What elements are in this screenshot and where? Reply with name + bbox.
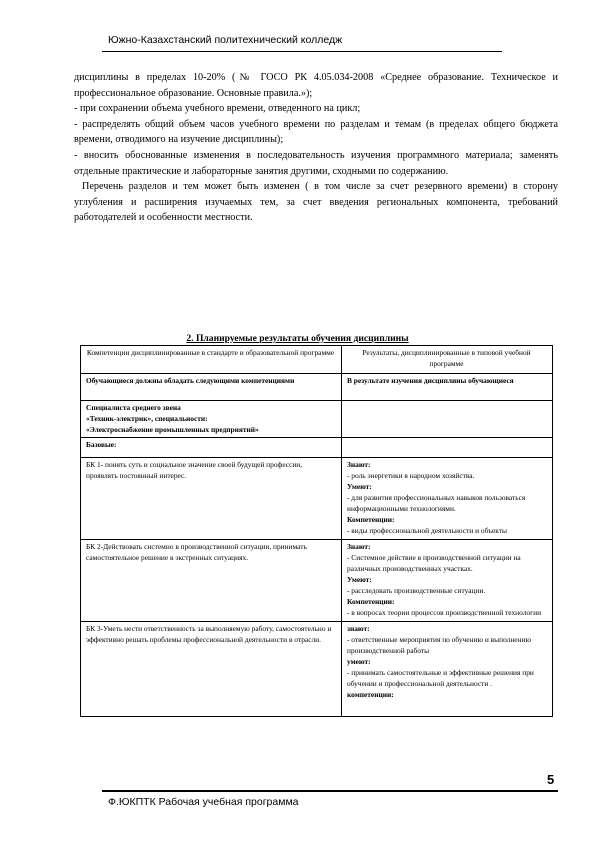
table-cell: Обучающиеся должны обладать следующими компетенциями <box>81 374 342 401</box>
competence-label: компетенции: <box>347 690 394 699</box>
know-text: - ответственные мероприятия по обучению и выполнению производственной работы <box>347 635 532 655</box>
paragraph: дисциплины в пределах 10-20% (№ ГОСО РК 4.05.034-2008 «Среднее образование. Техническое и профессиональное образование. Основные правила.»); <box>74 72 558 99</box>
footer-divider <box>102 790 558 792</box>
can-text: - расследовать производственные ситуации. <box>347 586 486 595</box>
table-cell <box>342 401 553 438</box>
table-cell <box>81 401 342 438</box>
paragraph: Перечень разделов и тем может быть изменен ( в том числе за счет резервного времени) в сторону углубления и расширения изучаемых тем, за счет введения региональных компонента, требований работодателей и особенности местности. <box>74 181 558 224</box>
table-cell <box>342 458 553 540</box>
table-row <box>81 438 553 458</box>
competence-label: Компетенции: <box>347 515 395 524</box>
paragraph: - при сохранении объема учебного времени, отведенного на цикл; <box>74 103 361 115</box>
paragraph: - распределять общий объем часов учебного времени по разделам и темам (в пределах общего бюджета времени, отводимого на изучение дисциплины); <box>74 118 558 146</box>
table-row <box>81 458 553 540</box>
header-college-name: Южно-Казахстанский политехнический колледж <box>108 34 343 46</box>
specialist-level: Специалиста среднего звена <box>86 403 181 412</box>
table-row <box>81 346 553 374</box>
table-cell: БК 3-Уметь нести ответственность за выполняемую работу, самостоятельно и эффективно решать проблемы профессиональной деятельности в отрасли. <box>81 622 342 717</box>
table-row <box>81 540 553 622</box>
table-cell: Результаты, дисциплинированные в типовой учебной программе <box>342 346 553 374</box>
table-cell: Компетенции дисциплинированные в стандарте и образовательной программе <box>81 346 342 374</box>
competence-label: Компетенции: <box>347 597 395 606</box>
know-label: Знают: <box>347 542 371 551</box>
learning-outcomes-table <box>80 345 553 717</box>
know-label: Знают: <box>347 460 371 469</box>
competence-text: - виды профессиональной деятельности и объекты <box>347 526 507 535</box>
table-cell <box>342 438 553 458</box>
table-row <box>81 401 553 438</box>
table-cell: Базовые: <box>81 438 342 458</box>
table-cell: БК 2-Действовать системно в производственной ситуации, принимать самостоятельное решение в экстренных ситуациях. <box>81 540 342 622</box>
competence-text: - в вопросах теории процессов производственной технологии <box>347 608 542 617</box>
page-number: 5 <box>547 772 555 787</box>
table-cell <box>342 622 553 717</box>
know-label: знают: <box>347 624 370 633</box>
can-label: умеют: <box>347 657 371 666</box>
qualification: «Техник-электрик», специальности: <box>86 414 208 423</box>
know-text: - Системное действие в производственной ситуации на различных производственных участках. <box>347 553 521 573</box>
table-row <box>81 374 553 401</box>
table-cell <box>342 540 553 622</box>
paragraph: - вносить обоснованные изменения в последовательность изучения программного материала; заменять отдельные практические и лабораторные занятия другими, сходными по содержанию. <box>74 149 558 177</box>
body-text <box>74 70 558 226</box>
can-label: Умеют: <box>347 575 372 584</box>
know-text: - роль энергетики в народном хозяйства. <box>347 471 475 480</box>
footer-text: Ф.ЮКПТК Рабочая учебная программа <box>108 796 299 808</box>
table-cell: В результате изучения дисциплины обучающиеся <box>342 374 553 401</box>
specialty: «Электроснабжение промышленных предприятий» <box>86 425 259 434</box>
header-divider <box>102 51 502 52</box>
table-cell: БК 1- понять суть и социальное значение своей будущей профессии, проявлять постоянный интерес. <box>81 458 342 540</box>
can-label: Умеют: <box>347 482 372 491</box>
can-text: - для развития профессиональных навыков пользоваться информационными технологиями. <box>347 493 526 513</box>
can-text: - принимать самостоятельные и эффективные решения при обучении и профессиональной деятельности . <box>347 668 534 688</box>
section-title: 2. Планируемые результаты обучения дисциплины <box>186 333 409 344</box>
table-row <box>81 622 553 717</box>
